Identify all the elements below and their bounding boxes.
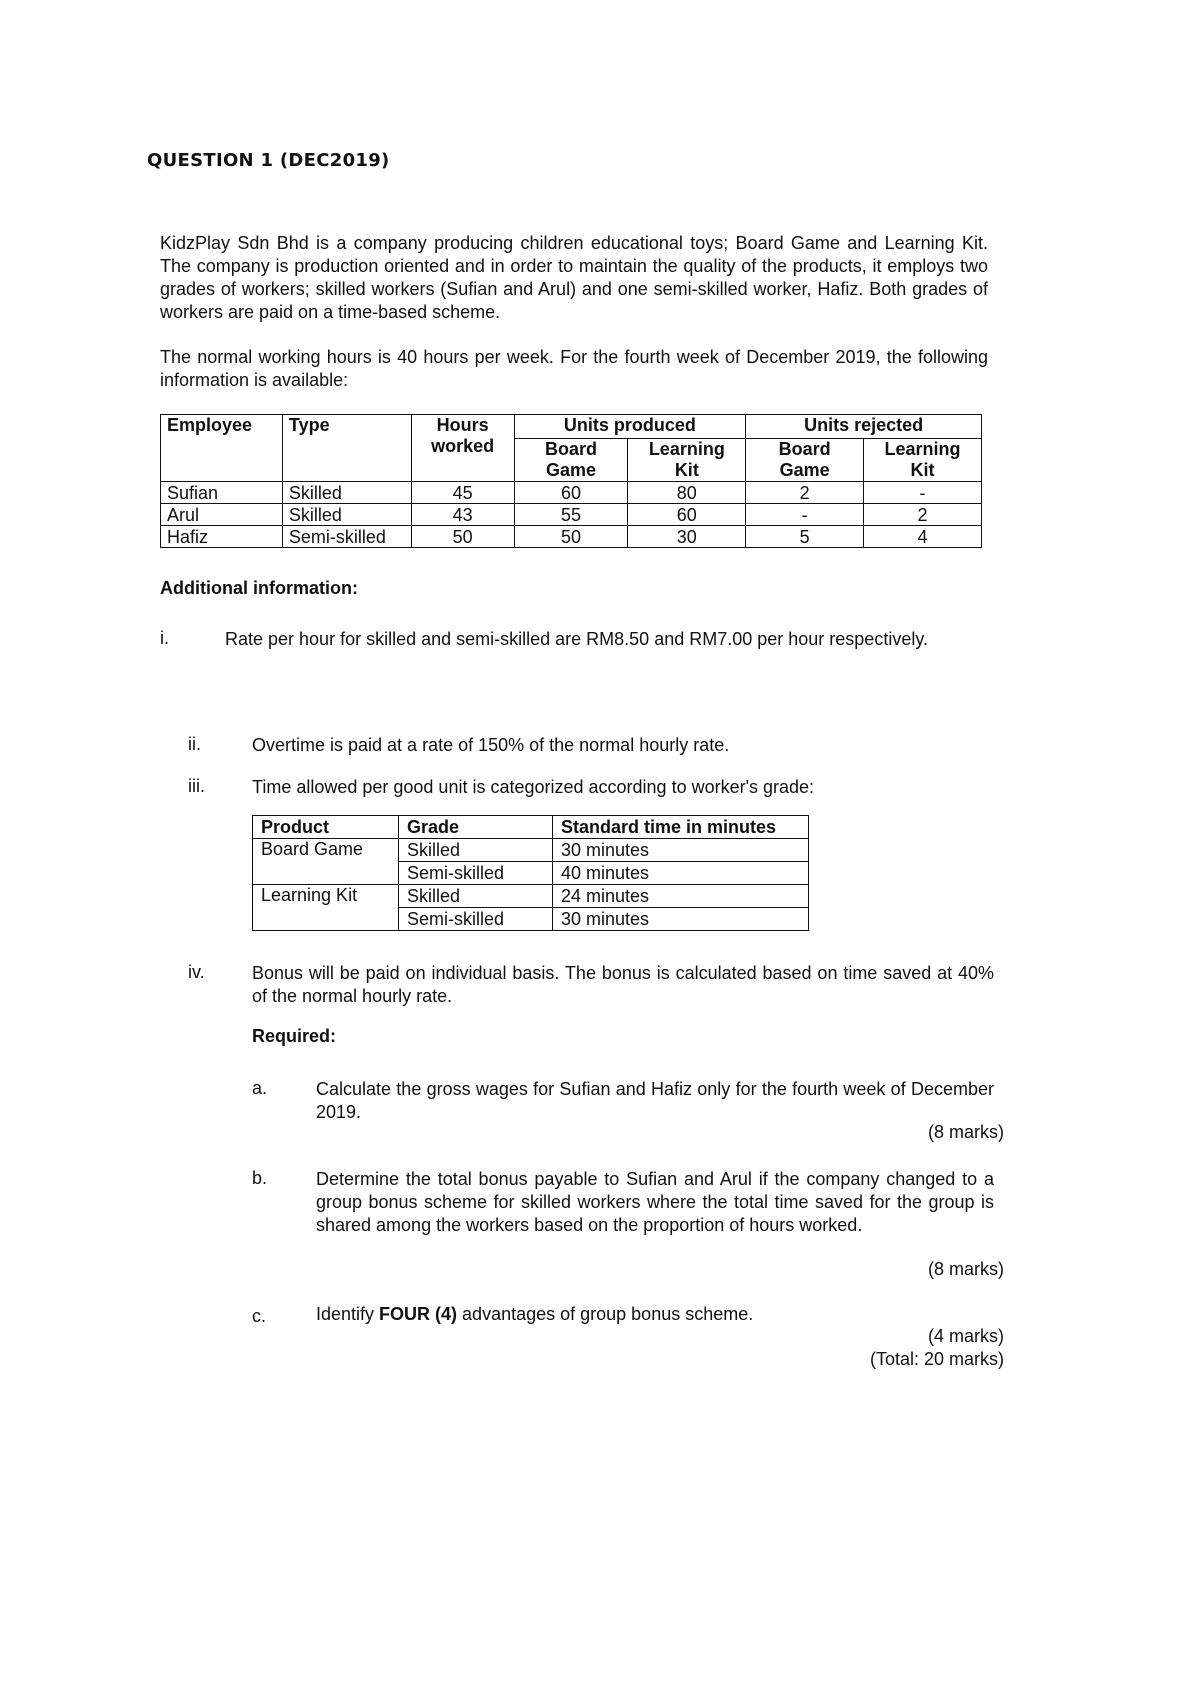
standard-time-table <box>252 815 809 931</box>
additional-item-i: Rate per hour for skilled and semi-skilled are RM8.50 and RM7.00 per hour respectively. <box>225 629 928 649</box>
cell-rejected-learning-kit: - <box>864 482 982 504</box>
header-product: Product <box>253 816 399 839</box>
required-item-c-emphasis: FOUR (4) <box>379 1304 458 1324</box>
header-rejected-board-game: Board Game <box>746 439 864 482</box>
item-marker-i: i. <box>160 628 169 648</box>
cell-time: 24 minutes <box>553 885 809 908</box>
item-marker-iii: iii. <box>188 776 205 796</box>
header-rejected-learning-kit: Learning Kit <box>864 439 982 482</box>
additional-item-iv: Bonus will be paid on individual basis. The bonus is calculated based on time saved at 40% of the normal hourly rate. <box>252 963 994 1006</box>
cell-rejected-learning-kit: 4 <box>864 526 982 548</box>
header-type: Type <box>282 415 411 482</box>
cell-produced-learning-kit: 60 <box>628 504 746 526</box>
cell-grade: Semi-skilled <box>399 908 553 931</box>
item-marker-ii: ii. <box>188 734 201 754</box>
cell-product: Learning Kit <box>253 885 399 931</box>
intro-paragraph: KidzPlay Sdn Bhd is a company producing children educational toys; Board Game and Learning Kit. The company is production oriented and in order to maintain the quality of the products, it employs two grades of workers; skilled workers (Sufian and Arul) and one semi-skilled worker, Hafiz. Both grades of workers are paid on a time-based scheme. <box>160 233 988 322</box>
header-produced-board-game: Board Game <box>514 439 628 482</box>
cell-produced-board-game: 55 <box>514 504 628 526</box>
required-item-a: Calculate the gross wages for Sufian and Hafiz only for the fourth week of December 2019. <box>316 1079 994 1122</box>
cell-rejected-board-game: - <box>746 504 864 526</box>
cell-rejected-board-game: 2 <box>746 482 864 504</box>
cell-produced-board-game: 50 <box>514 526 628 548</box>
cell-time: 30 minutes <box>553 908 809 931</box>
cell-hours: 43 <box>411 504 514 526</box>
table-row <box>161 482 982 504</box>
header-units-rejected: Units rejected <box>746 415 982 439</box>
header-hours-worked: Hours worked <box>411 415 514 482</box>
table-row <box>161 526 982 548</box>
item-marker-iv: iv. <box>188 962 205 982</box>
header-produced-learning-kit: Learning Kit <box>628 439 746 482</box>
additional-info-title: Additional information: <box>160 578 358 598</box>
header-employee: Employee <box>161 415 283 482</box>
cell-employee: Sufian <box>161 482 283 504</box>
cell-hours: 50 <box>411 526 514 548</box>
cell-product: Board Game <box>253 839 399 885</box>
cell-type: Skilled <box>282 482 411 504</box>
cell-grade: Skilled <box>399 839 553 862</box>
table-row <box>161 504 982 526</box>
cell-employee: Arul <box>161 504 283 526</box>
employee-production-table <box>160 414 982 548</box>
marks-b: (8 marks) <box>928 1259 1004 1279</box>
question-heading: QUESTION 1 (DEC2019) <box>147 150 390 171</box>
required-title: Required: <box>252 1026 337 1046</box>
cell-type: Skilled <box>282 504 411 526</box>
cell-rejected-board-game: 5 <box>746 526 864 548</box>
cell-produced-learning-kit: 30 <box>628 526 746 548</box>
marks-c: (4 marks) <box>928 1326 1004 1346</box>
additional-item-ii: Overtime is paid at a rate of 150% of the normal hourly rate. <box>252 735 730 755</box>
required-marker-c: c. <box>252 1306 267 1326</box>
cell-time: 30 minutes <box>553 839 809 862</box>
cell-type: Semi-skilled <box>282 526 411 548</box>
required-marker-b: b. <box>252 1168 268 1188</box>
working-hours-paragraph: The normal working hours is 40 hours per week. For the fourth week of December 2019, the following information is available: <box>160 347 988 390</box>
required-item-c-text-start: Identify <box>316 1304 380 1324</box>
total-marks: (Total: 20 marks) <box>869 1349 1004 1369</box>
cell-rejected-learning-kit: 2 <box>864 504 982 526</box>
table-row <box>253 839 809 862</box>
cell-time: 40 minutes <box>553 862 809 885</box>
cell-produced-learning-kit: 80 <box>628 482 746 504</box>
required-marker-a: a. <box>252 1078 268 1098</box>
required-item-c <box>316 1303 994 1326</box>
required-item-b: Determine the total bonus payable to Sufian and Arul if the company changed to a group bonus scheme for skilled workers where the total time saved for the group is shared among the workers based on the proportion of hours worked. <box>316 1169 994 1235</box>
cell-employee: Hafiz <box>161 526 283 548</box>
cell-grade: Skilled <box>399 885 553 908</box>
cell-produced-board-game: 60 <box>514 482 628 504</box>
required-item-c-text-end: advantages of group bonus scheme. <box>457 1304 754 1324</box>
header-units-produced: Units produced <box>514 415 746 439</box>
marks-a: (8 marks) <box>928 1122 1004 1142</box>
additional-item-iii: Time allowed per good unit is categorized according to worker's grade: <box>252 777 815 797</box>
header-standard-time: Standard time in minutes <box>553 816 809 839</box>
table-row <box>253 885 809 908</box>
cell-grade: Semi-skilled <box>399 862 553 885</box>
header-grade: Grade <box>399 816 553 839</box>
cell-hours: 45 <box>411 482 514 504</box>
